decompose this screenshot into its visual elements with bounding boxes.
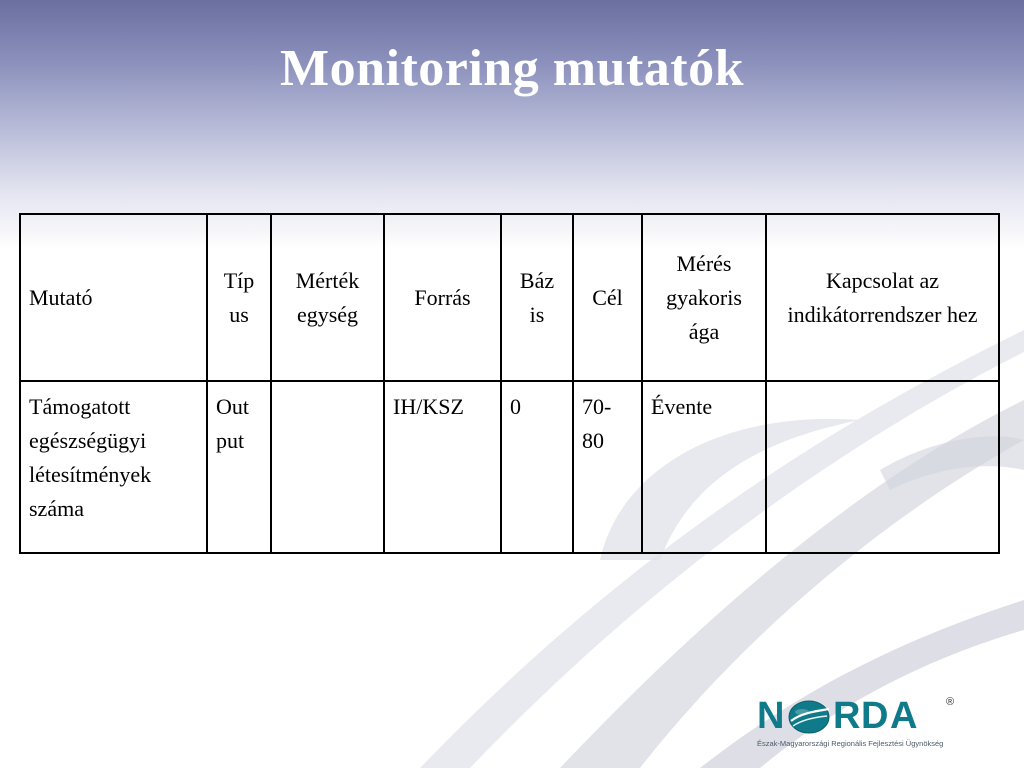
cell-target: 70-80 bbox=[573, 381, 642, 553]
cell-baseline: 0 bbox=[501, 381, 573, 553]
cell-unit bbox=[271, 381, 384, 553]
column-header-baseline: Báz is bbox=[501, 214, 573, 381]
logo-letter-d: D bbox=[861, 695, 889, 737]
norda-logo bbox=[757, 696, 957, 752]
indicator-table bbox=[19, 213, 1000, 554]
column-header-frequency: Mérés gyakoris ága bbox=[642, 214, 766, 381]
registered-mark: ® bbox=[946, 696, 955, 708]
logo-letter-r: R bbox=[833, 695, 861, 737]
logo-tagline: Észak-Magyarországi Regionális Fejlesztési Ügynökség bbox=[757, 739, 944, 748]
cell-link bbox=[766, 381, 999, 553]
column-header-source: Forrás bbox=[384, 214, 501, 381]
cell-indicator: Támogatott egészségügyi létesítmények száma bbox=[20, 381, 207, 553]
column-header-target: Cél bbox=[573, 214, 642, 381]
cell-type: Out put bbox=[207, 381, 271, 553]
globe-icon bbox=[787, 699, 831, 735]
logo-wordmark bbox=[757, 696, 957, 736]
column-header-link: Kapcsolat az indikátorrendszer hez bbox=[766, 214, 999, 381]
column-header-indicator: Mutató bbox=[20, 214, 207, 381]
cell-frequency: Évente bbox=[642, 381, 766, 553]
indicator-table-wrapper bbox=[19, 213, 998, 554]
table-row bbox=[20, 381, 999, 553]
slide-title: Monitoring mutatók bbox=[280, 40, 744, 97]
table-header-row bbox=[20, 214, 999, 381]
cell-source: IH/KSZ bbox=[384, 381, 501, 553]
column-header-type: Típ us bbox=[207, 214, 271, 381]
logo-letter-a: A bbox=[890, 695, 918, 737]
logo-letter-n: N bbox=[757, 695, 785, 737]
column-header-unit: Mérték egység bbox=[271, 214, 384, 381]
